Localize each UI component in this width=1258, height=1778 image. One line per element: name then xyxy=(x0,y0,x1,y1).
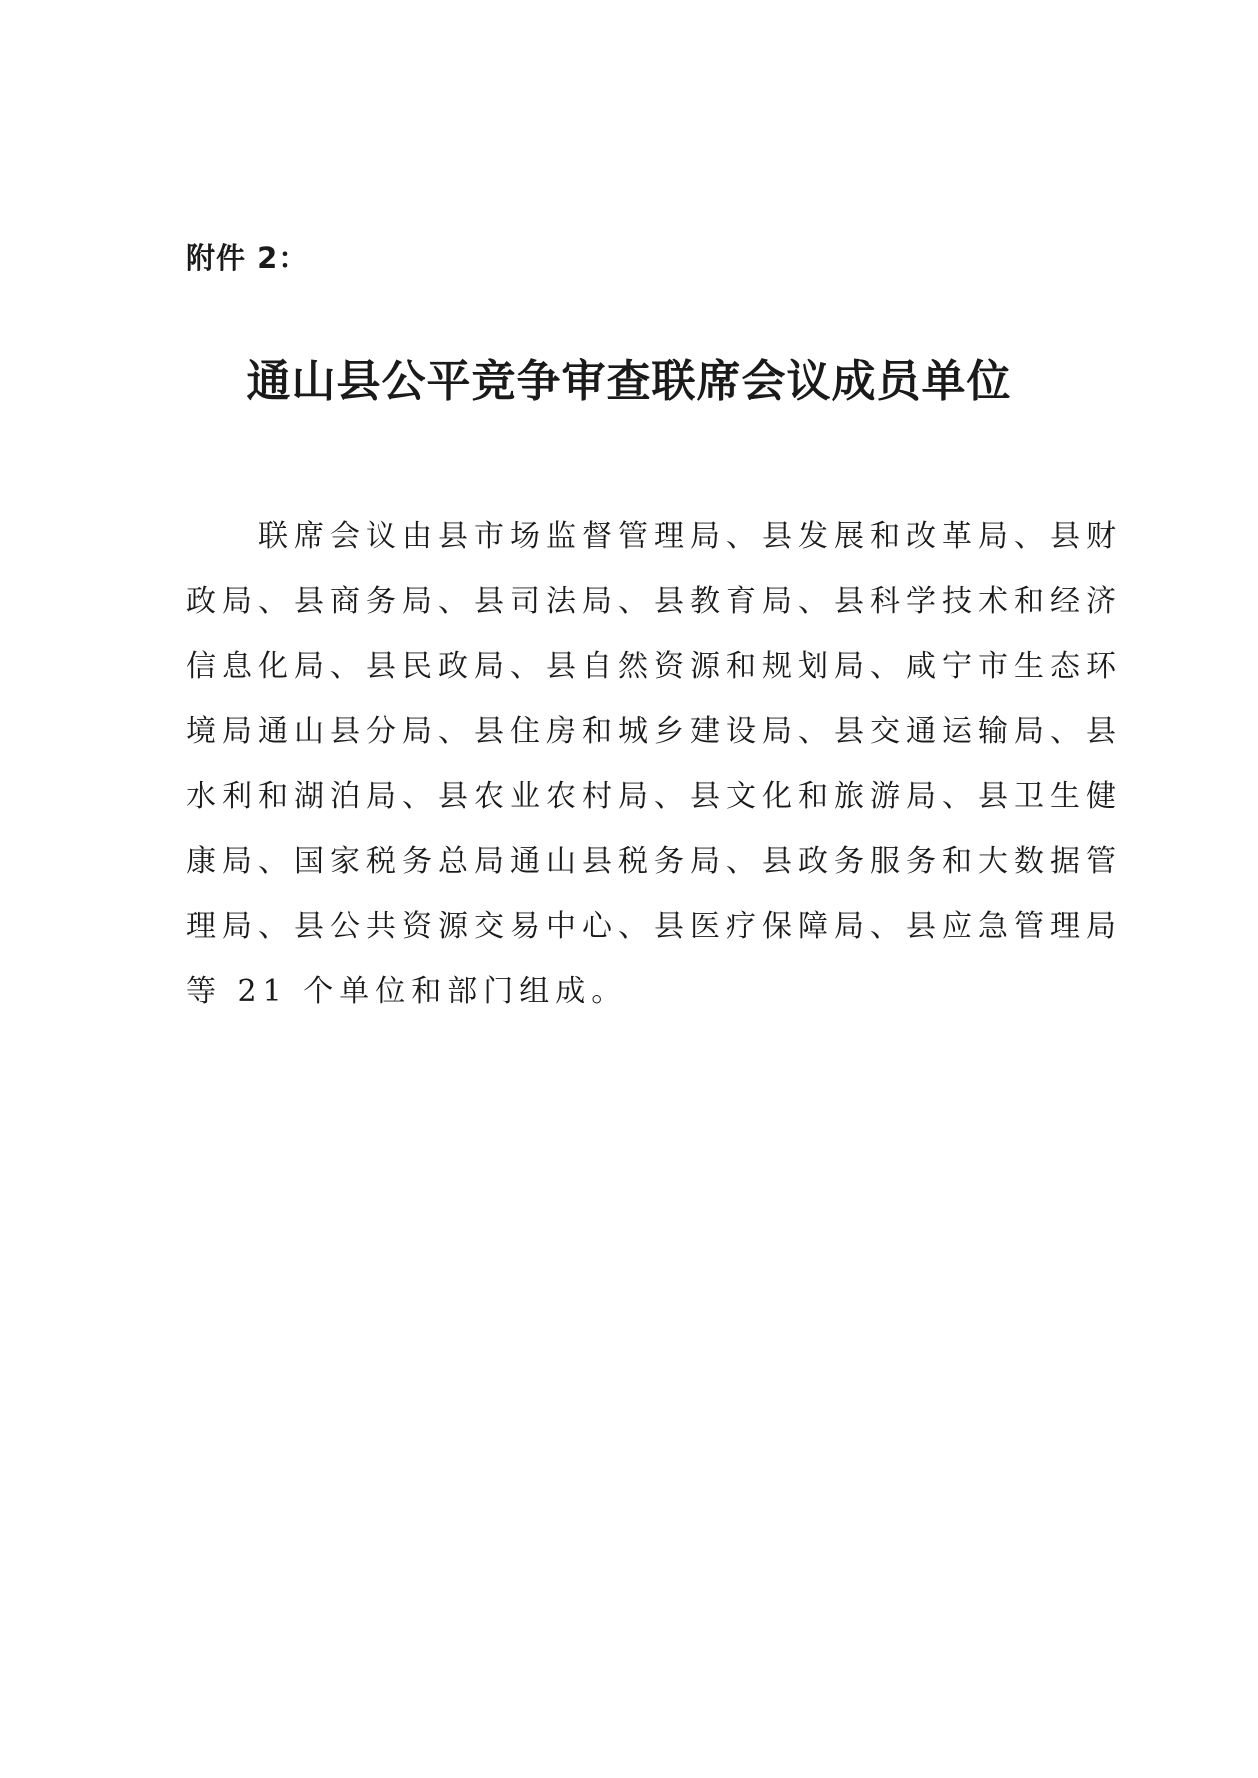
body-line: 政局、县商务局、县司法局、县教育局、县科学技术和经济 xyxy=(186,584,1122,619)
body-line: 理局、县公共资源交易中心、县医疗保障局、县应急管理局 xyxy=(186,909,1122,944)
body-paragraph xyxy=(186,504,1122,1024)
body-line: 水利和湖泊局、县农业农村局、县文化和旅游局、县卫生健 xyxy=(186,779,1122,814)
body-line: 康局、国家税务总局通山县税务局、县政务服务和大数据管 xyxy=(186,844,1122,879)
body-line: 境局通山县分局、县住房和城乡建设局、县交通运输局、县 xyxy=(186,714,1122,749)
document-title: 通山县公平竞争审查联席会议成员单位 xyxy=(246,356,1012,407)
attachment-label: 附件 2： xyxy=(186,241,309,275)
body-line: 等 21 个单位和部门组成。 xyxy=(186,974,628,1009)
body-line: 信息化局、县民政局、县自然资源和规划局、咸宁市生态环 xyxy=(186,649,1122,684)
body-line: 联席会议由县市场监督管理局、县发展和改革局、县财 xyxy=(258,519,1122,554)
